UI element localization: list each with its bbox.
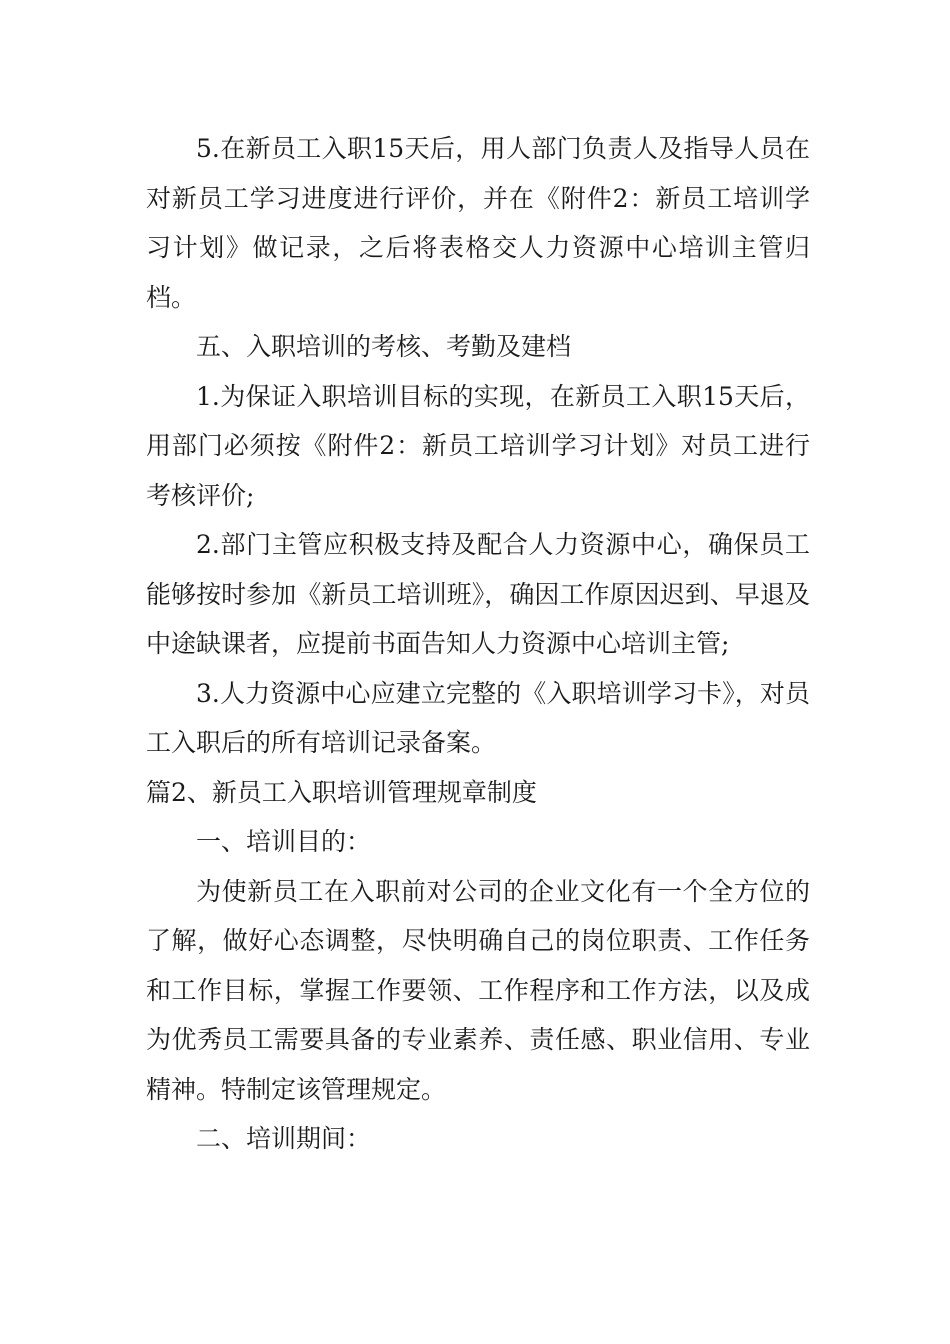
paragraph-purpose: 为使新员工在入职前对公司的企业文化有一个全方位的了解，做好心态调整，尽快明确自己的岗位职责、工作任务和工作目标，掌握工作要领、工作程序和工作方法，以及成为优秀员工需要具备的专业素养、责任感、职业信用、专业精神。特制定该管理规定。 [146, 876, 810, 1104]
document-body [146, 124, 810, 1164]
paragraph-item-3-records: 3.人力资源中心应建立完整的《入职培训学习卡》，对员工入职后的所有培训记录备案。 [146, 678, 810, 757]
paragraph-item-2-attendance: 2.部门主管应积极支持及配合人力资源中心，确保员工能够按时参加《新员工培训班》，确因工作原因迟到、早退及中途缺课者，应提前书面告知人力资源中心培训主管; [146, 530, 810, 658]
article-title: 篇2、新员工入职培训管理规章制度 [146, 777, 537, 807]
paragraph-item-1-assessment: 1.为保证入职培训目标的实现，在新员工入职15天后，用部门必须按《附件2：新员工培训学习计划》对员工进行考核评价; [146, 381, 810, 510]
section-heading-purpose: 一、培训目的： [196, 827, 372, 856]
section-heading-assessment: 五、入职培训的考核、考勤及建档 [196, 332, 572, 361]
section-heading-period: 二、培训期间： [196, 1124, 372, 1153]
paragraph-item-5-evaluation: 5.在新员工入职15天后，用人部门负责人及指导人员在对新员工学习进度进行评价，并在《附件2：新员工培训学习计划》做记录，之后将表格交人力资源中心培训主管归档。 [146, 134, 810, 312]
